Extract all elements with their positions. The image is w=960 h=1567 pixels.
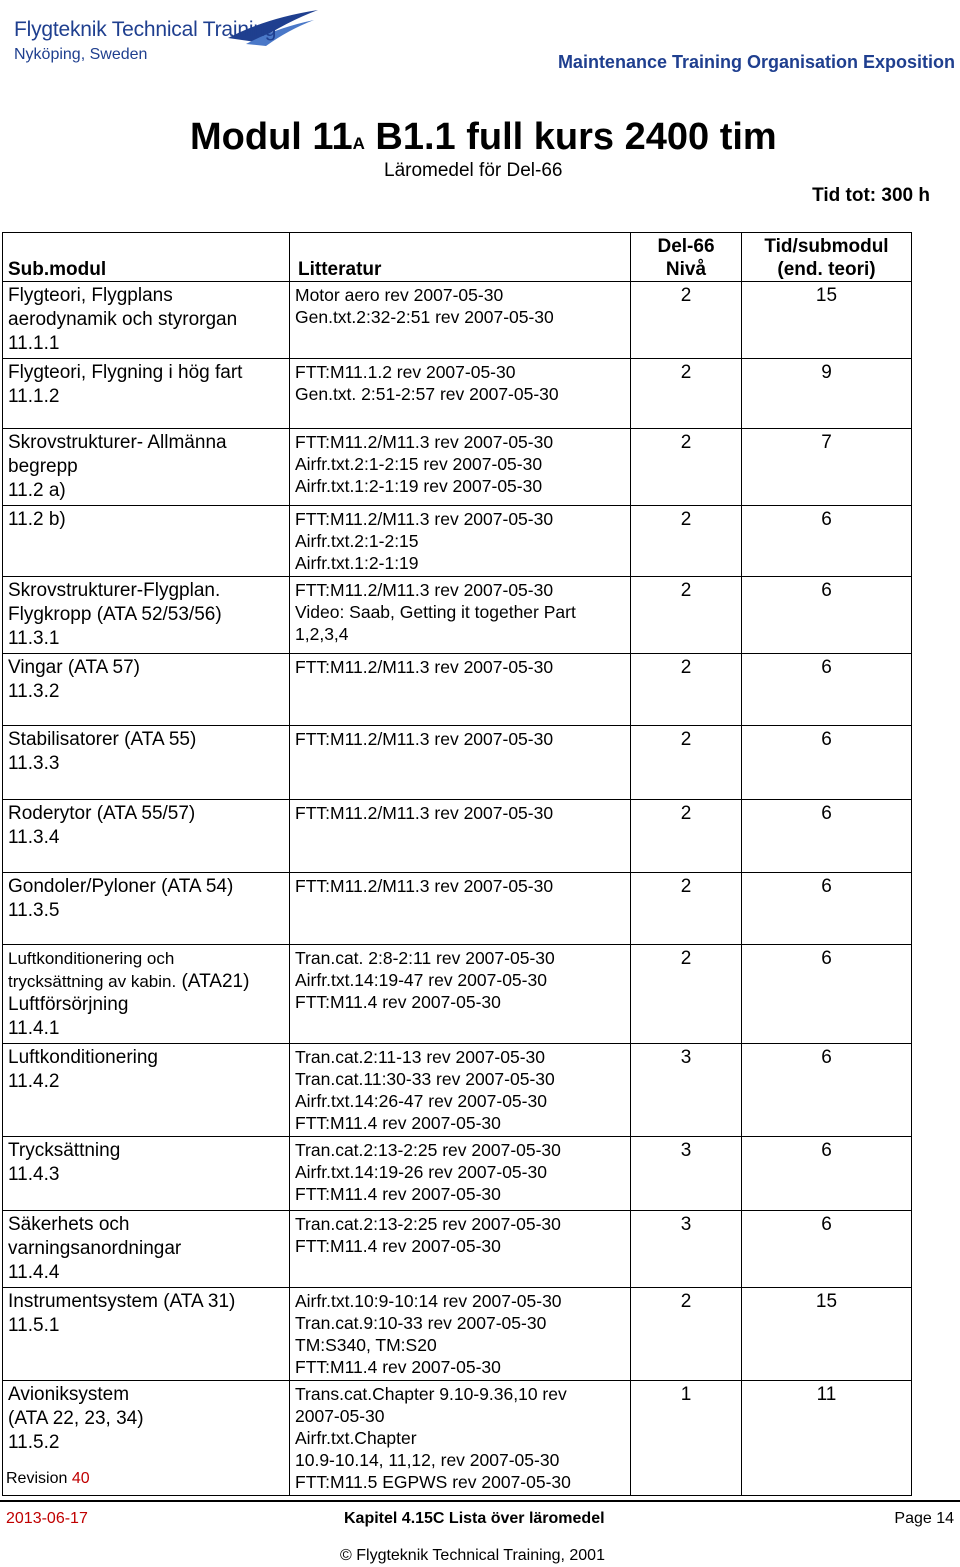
level-cell: 2 (631, 873, 742, 945)
submodule-cell: Säkerhets och varningsanordningar 11.4.4 (3, 1211, 290, 1288)
level-cell: 3 (631, 1137, 742, 1211)
level-cell: 2 (631, 359, 742, 429)
time-cell: 9 (742, 359, 912, 429)
title-rest: B1.1 full kurs 2400 tim (364, 116, 777, 158)
footer-page-number: Page 14 (894, 1510, 954, 1527)
submodule-cell: Flygteori, Flygning i hög fart 11.1.2 (3, 359, 290, 429)
level-cell: 2 (631, 945, 742, 1044)
literature-cell: Tran.cat.2:11-13 rev 2007-05-30 Tran.cat.11:30-33 rev 2007-05-30 Airfr.txt.14:26-47 rev 2007-05-30 FTT:M11.4 rev 2007-05-30 (290, 1044, 631, 1137)
table-row (3, 1381, 912, 1496)
table-header-row (3, 233, 912, 282)
literature-cell: FTT:M11.2/M11.3 rev 2007-05-30 (290, 800, 631, 873)
level-cell: 2 (631, 1288, 742, 1381)
logo-company-name: Flygteknik Technical Training (14, 18, 277, 41)
level-cell: 3 (631, 1044, 742, 1137)
table-row (3, 506, 912, 577)
literature-cell: FTT:M11.2/M11.3 rev 2007-05-30 (290, 873, 631, 945)
table-row (3, 1044, 912, 1137)
level-cell: 1 (631, 1381, 742, 1496)
organisation-title: Maintenance Training Organisation Exposition (557, 52, 955, 72)
company-logo (14, 8, 314, 70)
level-cell: 2 (631, 800, 742, 873)
submodule-cell: Roderytor (ATA 55/57) 11.3.4 (3, 800, 290, 873)
table-row (3, 429, 912, 506)
submodule-cell: Trycksättning 11.4.3 (3, 1137, 290, 1211)
table-row (3, 1211, 912, 1288)
revision-label: Revision 40 (6, 1470, 90, 1487)
literature-cell: Tran.cat. 2:8-2:11 rev 2007-05-30 Airfr.txt.14:19-47 rev 2007-05-30 FTT:M11.4 rev 2007-05-30 (290, 945, 631, 1044)
page-subtitle: Läromedel för Del-66 (384, 160, 563, 181)
header-level: Del-66 Nivå (631, 233, 742, 282)
footer-chapter: Kapitel 4.15C Lista över läromedel (344, 1510, 605, 1527)
submodule-cell: 11.2 b) (3, 506, 290, 577)
table-row (3, 1288, 912, 1381)
level-cell: 2 (631, 282, 742, 359)
table-row (3, 800, 912, 873)
logo-location: Nyköping, Sweden (14, 46, 148, 63)
literature-cell: Tran.cat.2:13-2:25 rev 2007-05-30 Airfr.txt.14:19-26 rev 2007-05-30 FTT:M11.4 rev 2007-05-30 (290, 1137, 631, 1211)
table-row (3, 654, 912, 726)
time-cell: 6 (742, 945, 912, 1044)
time-cell: 11 (742, 1381, 912, 1496)
footer-divider (0, 1500, 960, 1502)
submodule-cell: Luftkonditionering 11.4.2 (3, 1044, 290, 1137)
literature-cell: Airfr.txt.10:9-10:14 rev 2007-05-30 Tran.cat.9:10-33 rev 2007-05-30 TM:S340, TM:S20 FTT:M11.4 rev 2007-05-30 (290, 1288, 631, 1381)
literature-cell: FTT:M11.2/M11.3 rev 2007-05-30 (290, 654, 631, 726)
submodule-cell: Skrovstrukturer- Allmänna begrepp 11.2 a) (3, 429, 290, 506)
table-row (3, 726, 912, 800)
literature-cell: FTT:M11.1.2 rev 2007-05-30 Gen.txt. 2:51-2:57 rev 2007-05-30 (290, 359, 631, 429)
level-cell: 2 (631, 726, 742, 800)
table-row (3, 1137, 912, 1211)
course-table (2, 232, 912, 1496)
page-title (190, 116, 777, 159)
time-cell: 6 (742, 1211, 912, 1288)
table-row (3, 282, 912, 359)
level-cell: 3 (631, 1211, 742, 1288)
time-cell: 15 (742, 1288, 912, 1381)
time-cell: 15 (742, 282, 912, 359)
table-row (3, 945, 912, 1044)
submodule-cell: Avioniksystem (ATA 22, 23, 34) 11.5.2 (3, 1381, 290, 1496)
time-cell: 6 (742, 1137, 912, 1211)
submodule-cell: Skrovstrukturer-Flygplan. Flygkropp (ATA 52/53/56) 11.3.1 (3, 577, 290, 654)
time-cell: 6 (742, 800, 912, 873)
revision-number: 40 (71, 1470, 90, 1487)
level-cell: 2 (631, 654, 742, 726)
literature-cell: Motor aero rev 2007-05-30 Gen.txt.2:32-2:51 rev 2007-05-30 (290, 282, 631, 359)
table-row (3, 359, 912, 429)
submodule-cell: Flygteori, Flygplans aerodynamik och styrorgan 11.1.1 (3, 282, 290, 359)
time-cell: 6 (742, 654, 912, 726)
time-cell: 7 (742, 429, 912, 506)
time-cell: 6 (742, 506, 912, 577)
literature-cell: FTT:M11.2/M11.3 rev 2007-05-30 Video: Saab, Getting it together Part 1,2,3,4 (290, 577, 631, 654)
title-main: Modul 11 (190, 116, 353, 158)
level-cell: 2 (631, 577, 742, 654)
table-row (3, 873, 912, 945)
submodule-cell: Vingar (ATA 57) 11.3.2 (3, 654, 290, 726)
submodule-cell: Gondoler/Pyloner (ATA 54) 11.3.5 (3, 873, 290, 945)
time-cell: 6 (742, 726, 912, 800)
total-time: Tid tot: 300 h (812, 185, 930, 206)
header-time: Tid/submodul (end. teori) (742, 233, 912, 282)
time-cell: 6 (742, 577, 912, 654)
time-cell: 6 (742, 873, 912, 945)
literature-cell: FTT:M11.2/M11.3 rev 2007-05-30 Airfr.txt.2:1-2:15 rev 2007-05-30 Airfr.txt.1:2-1:19 rev 2007-05-30 (290, 429, 631, 506)
level-cell: 2 (631, 429, 742, 506)
table-row (3, 577, 912, 654)
title-subscript: A (352, 134, 365, 153)
time-cell: 6 (742, 1044, 912, 1137)
submodule-cell: Instrumentsystem (ATA 31) 11.5.1 (3, 1288, 290, 1381)
submodule-cell: Luftkonditionering och trycksättning av kabin. (ATA21) Luftförsörjning 11.4.1 (3, 945, 290, 1044)
header-submodule: Sub.modul (3, 233, 290, 282)
submodule-cell: Stabilisatorer (ATA 55) 11.3.3 (3, 726, 290, 800)
footer-copyright: © Flygteknik Technical Training, 2001 (340, 1547, 605, 1564)
literature-cell: FTT:M11.2/M11.3 rev 2007-05-30 (290, 726, 631, 800)
level-cell: 2 (631, 506, 742, 577)
literature-cell: Tran.cat.2:13-2:25 rev 2007-05-30 FTT:M11.4 rev 2007-05-30 (290, 1211, 631, 1288)
footer-date: 2013-06-17 (6, 1510, 88, 1527)
literature-cell: Trans.cat.Chapter 9.10-9.36,10 rev 2007-05-30 Airfr.txt.Chapter 10.9-10.14, 11,12, rev 2007-05-30 FTT:M11.5 EGPWS rev 2007-05-30 (290, 1381, 631, 1496)
header-literature: Litteratur (290, 233, 631, 282)
literature-cell: FTT:M11.2/M11.3 rev 2007-05-30 Airfr.txt.2:1-2:15 Airfr.txt.1:2-1:19 (290, 506, 631, 577)
